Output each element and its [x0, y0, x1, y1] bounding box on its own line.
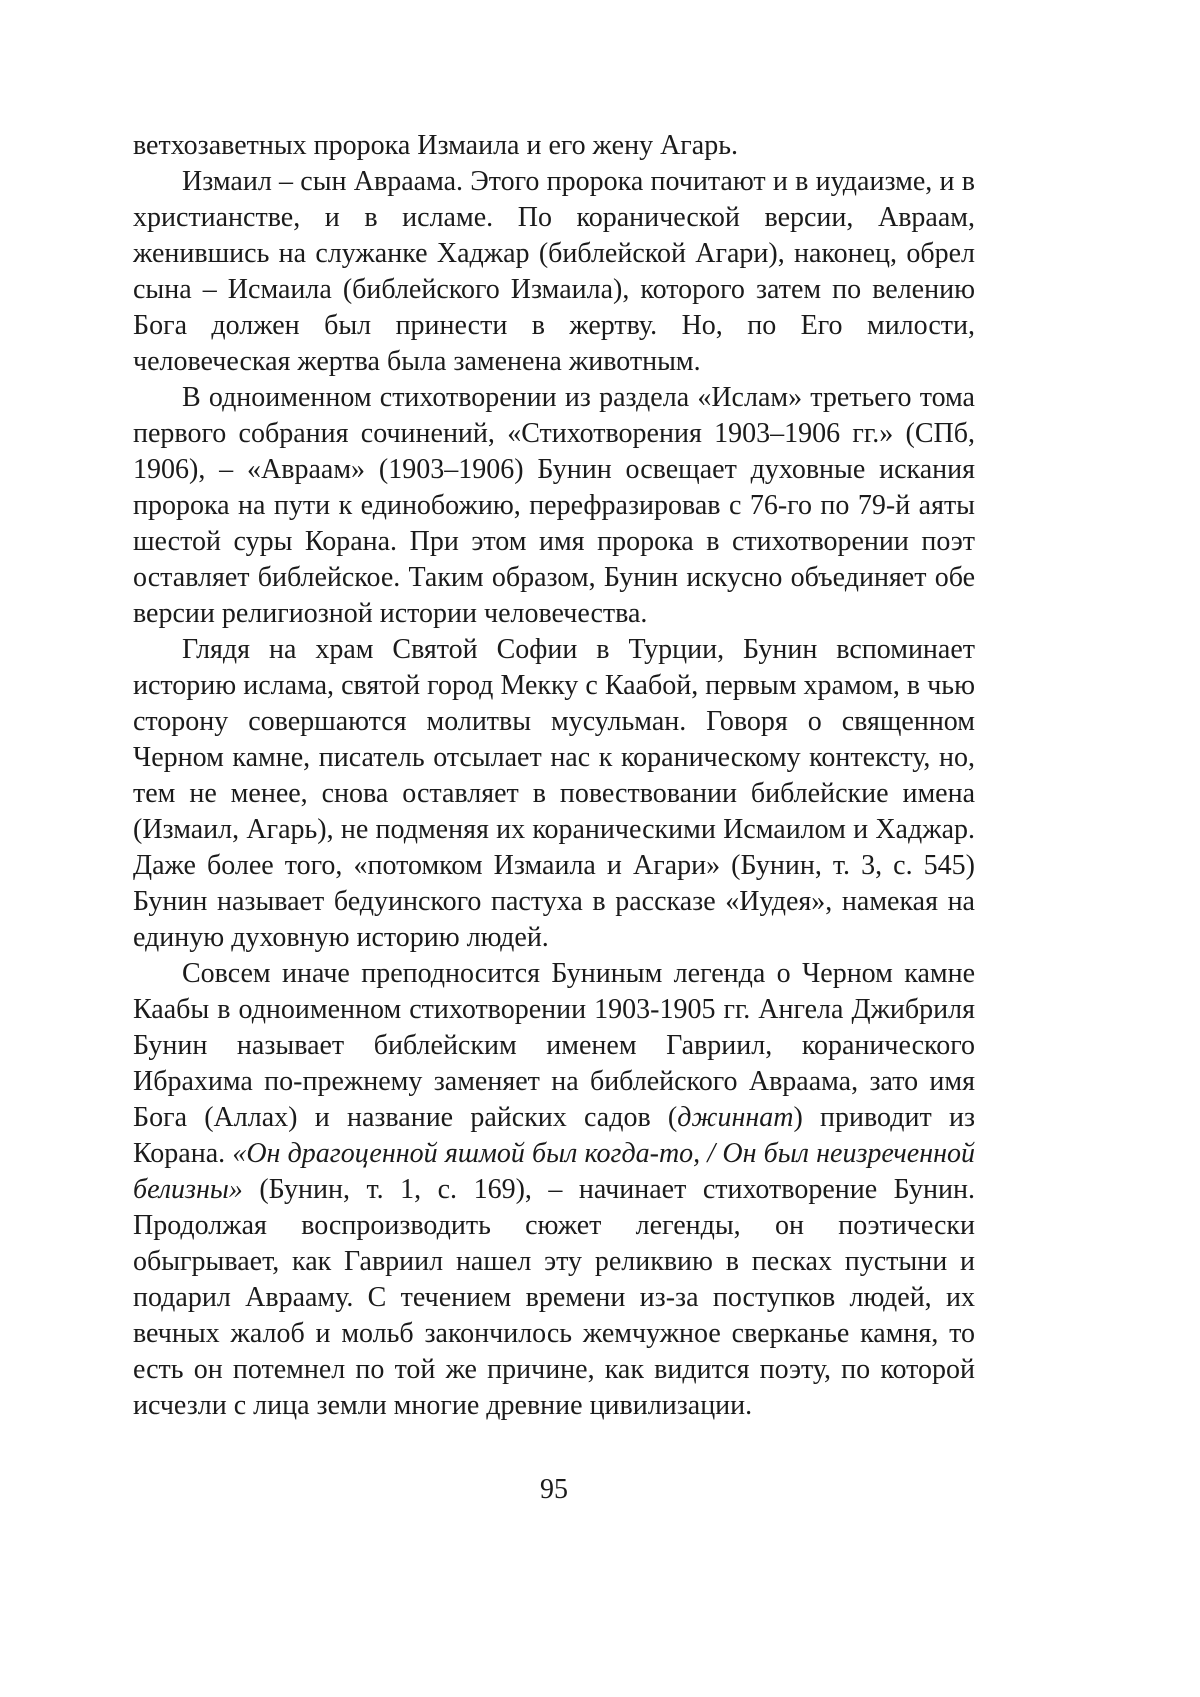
- paragraph: [133, 164, 975, 380]
- text-run: В одноименном стихотворении из раздела «Ислам» третьего тома первого собрания сочинений, «Стихотворения 1903–1906 гг.» (СПб, 1906), – «Авраам» (1903–1906) Бунин освещает духовные искания пророка на пути к единобожию, перефразировав с 76-го по 79-й аяты шестой суры Корана. При этом имя пророка в стихотворении поэт оставляет библейское. Таким образом, Бунин искусно объединяет обе версии религиозной истории человечества.: [133, 382, 975, 629]
- page-number: 95: [540, 1474, 568, 1505]
- italic-text-run: джиннат: [677, 1102, 794, 1133]
- text-run: Измаил – сын Авраама. Этого пророка почитают и в иудаизме, и в христианстве, и в исламе. По коранической версии, Авраам, женившись на служанке Хаджар (библейской Агари), наконец, обрел сына – Исмаила (библейского Измаила), которого затем по велению Бога должен был принести в жертву. Но, по Его милости, человеческая жертва была заменена животным.: [133, 166, 975, 377]
- text-run: Глядя на храм Святой Софии в Турции, Бунин вспоминает историю ислама, святой город Мекку с Каабой, первым храмом, в чью сторону совершаются молитвы мусульман. Говоря о священном Черном камне, писатель отсылает нас к кораническому контексту, но, тем не менее, снова оставляет в повествовании библейские имена (Измаил, Агарь), не подменяя их кораническими Исмаилом и Хаджар. Даже более того, «потомком Измаила и Агари» (Бунин, т. 3, с. 545) Бунин называет бедуинского пастуха в рассказе «Иудея», намекая на единую духовную историю людей.: [133, 634, 975, 953]
- text-run: ветхозаветных пророка Измаила и его жену Агарь.: [133, 130, 738, 161]
- italic-text-run: «Он драгоценной яшмой был когда-то, / Он был неизреченной белизны»: [133, 1138, 975, 1205]
- text-run: Совсем иначе преподносится Буниным легенда о Черном камне Каабы в одноименном стихотворении 1903-1905 гг. Ангела Джибриля Бунин называет библейским именем Гавриил, коранического Ибрахима по-прежнему заменяет на библейского Авраама, зато имя Бога (Аллах) и название райских садов (: [133, 958, 975, 1133]
- paragraph: [133, 956, 975, 1424]
- document-body: [133, 128, 975, 1424]
- text-run: ) приводит из Корана.: [133, 1102, 976, 1169]
- paragraph: [133, 128, 975, 164]
- paragraph: [133, 380, 975, 632]
- text-run: (Бунин, т. 1, с. 169), – начинает стихотворение Бунин. Продолжая воспроизводить сюжет легенды, он поэтически обыгрывает, как Гавриил нашел эту реликвию в песках пустыни и подарил Аврааму. С течением времени из-за поступков людей, их вечных жалоб и мольб закончилось жемчужное сверканье камня, то есть он потемнел по той же причине, как видится поэту, по которой исчезли с лица земли многие древние цивилизации.: [133, 1174, 975, 1421]
- paragraph: [133, 632, 975, 956]
